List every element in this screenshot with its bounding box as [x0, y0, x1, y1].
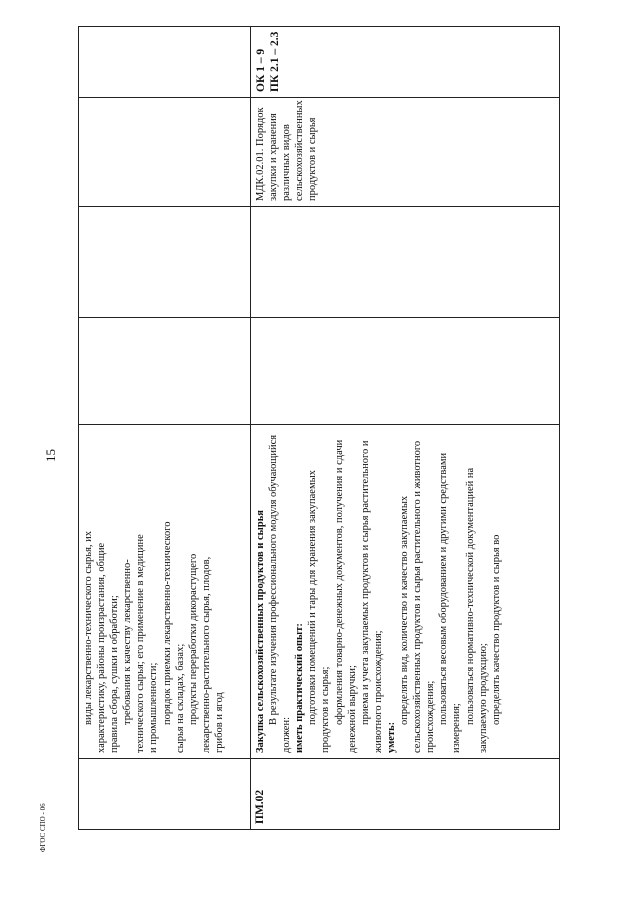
skills-item: пользоваться весовым оборудованием и другими средствами измерения;	[438, 452, 463, 753]
practice-item: приема и учета закупаемых продуктов и сырья растительного и животного происхождения;	[359, 440, 384, 753]
row1-empty-cell-6	[79, 27, 251, 98]
competency-pk: ПК 2.1 – 2.3	[269, 31, 281, 92]
mdk-cell	[251, 98, 560, 207]
skills-item: определять вид, количество и качество закупаемых сельскохозяйственных продуктов и сырья растительного и животного происхождения;	[399, 440, 437, 753]
text-line: и промышленности;	[148, 662, 160, 753]
text-line: характеристику, районы произрастания, общие	[96, 542, 108, 753]
module-code: ПМ.02	[254, 789, 266, 824]
curriculum-table-wrapper	[78, 27, 559, 830]
curriculum-table	[78, 26, 560, 830]
text-line: лекарственно-растительного сырья, плодов,	[200, 556, 212, 753]
doc-code-footer: ФГОС СПО - 06	[39, 803, 47, 852]
module-intro: В результате изучения профессионального модуля обучающийся должен:	[268, 434, 293, 753]
skills-item: определять качество продуктов и сырья во	[490, 534, 502, 725]
competencies-list	[254, 32, 282, 92]
table-row	[79, 27, 251, 830]
skills-item: пользоваться нормативно-технической документацией на закупаемую продукцию;	[464, 467, 489, 753]
row1-code-cell	[79, 759, 251, 830]
text-line: правила сбора, сушки и обработки;	[109, 595, 121, 753]
page-number: 15	[43, 449, 58, 462]
competency-ok: ОК 1 – 9	[255, 48, 267, 92]
text-line: виды лекарственно-технического сырья, их	[83, 530, 94, 725]
competencies-cell	[251, 27, 560, 98]
text-line: технического сырья; его применение в медицине	[135, 534, 147, 753]
row1-empty-cell-4	[79, 207, 251, 318]
row1-empty-cell-5	[79, 98, 251, 207]
module-description-cell	[251, 425, 560, 759]
row2-empty-cell-4	[251, 207, 560, 318]
row1-empty-cell-3	[79, 318, 251, 425]
practice-item: подготовки помещений и тары для хранения закупаемых продуктов и сырья;	[307, 470, 332, 753]
practice-label: иметь практический опыт:	[294, 623, 306, 753]
row1-description-cell	[79, 425, 251, 759]
mdk-text: МДК.02.01. Порядок закупки и хранения различных видов сельскохозяйственных продуктов и сырья	[255, 100, 319, 201]
text-line: грибов и ягод	[213, 692, 225, 753]
module-code-cell	[251, 759, 560, 830]
table-row	[251, 27, 560, 830]
text-line: порядок приемки лекарственно-технического	[161, 521, 173, 725]
text-line: сырья на складах, базах;	[174, 643, 186, 753]
text-line: продукты переработки дикорастущего	[187, 553, 199, 725]
text-line: требования к качеству лекарственно-	[122, 559, 134, 725]
skills-label: уметь:	[385, 721, 397, 753]
module-title: Закупка сельскохозяйственных продуктов и сырья	[255, 510, 266, 753]
row2-empty-cell-3	[251, 318, 560, 425]
practice-item: оформления товарно-денежных документов, получения и сдачи денежной выручки;	[333, 439, 358, 753]
